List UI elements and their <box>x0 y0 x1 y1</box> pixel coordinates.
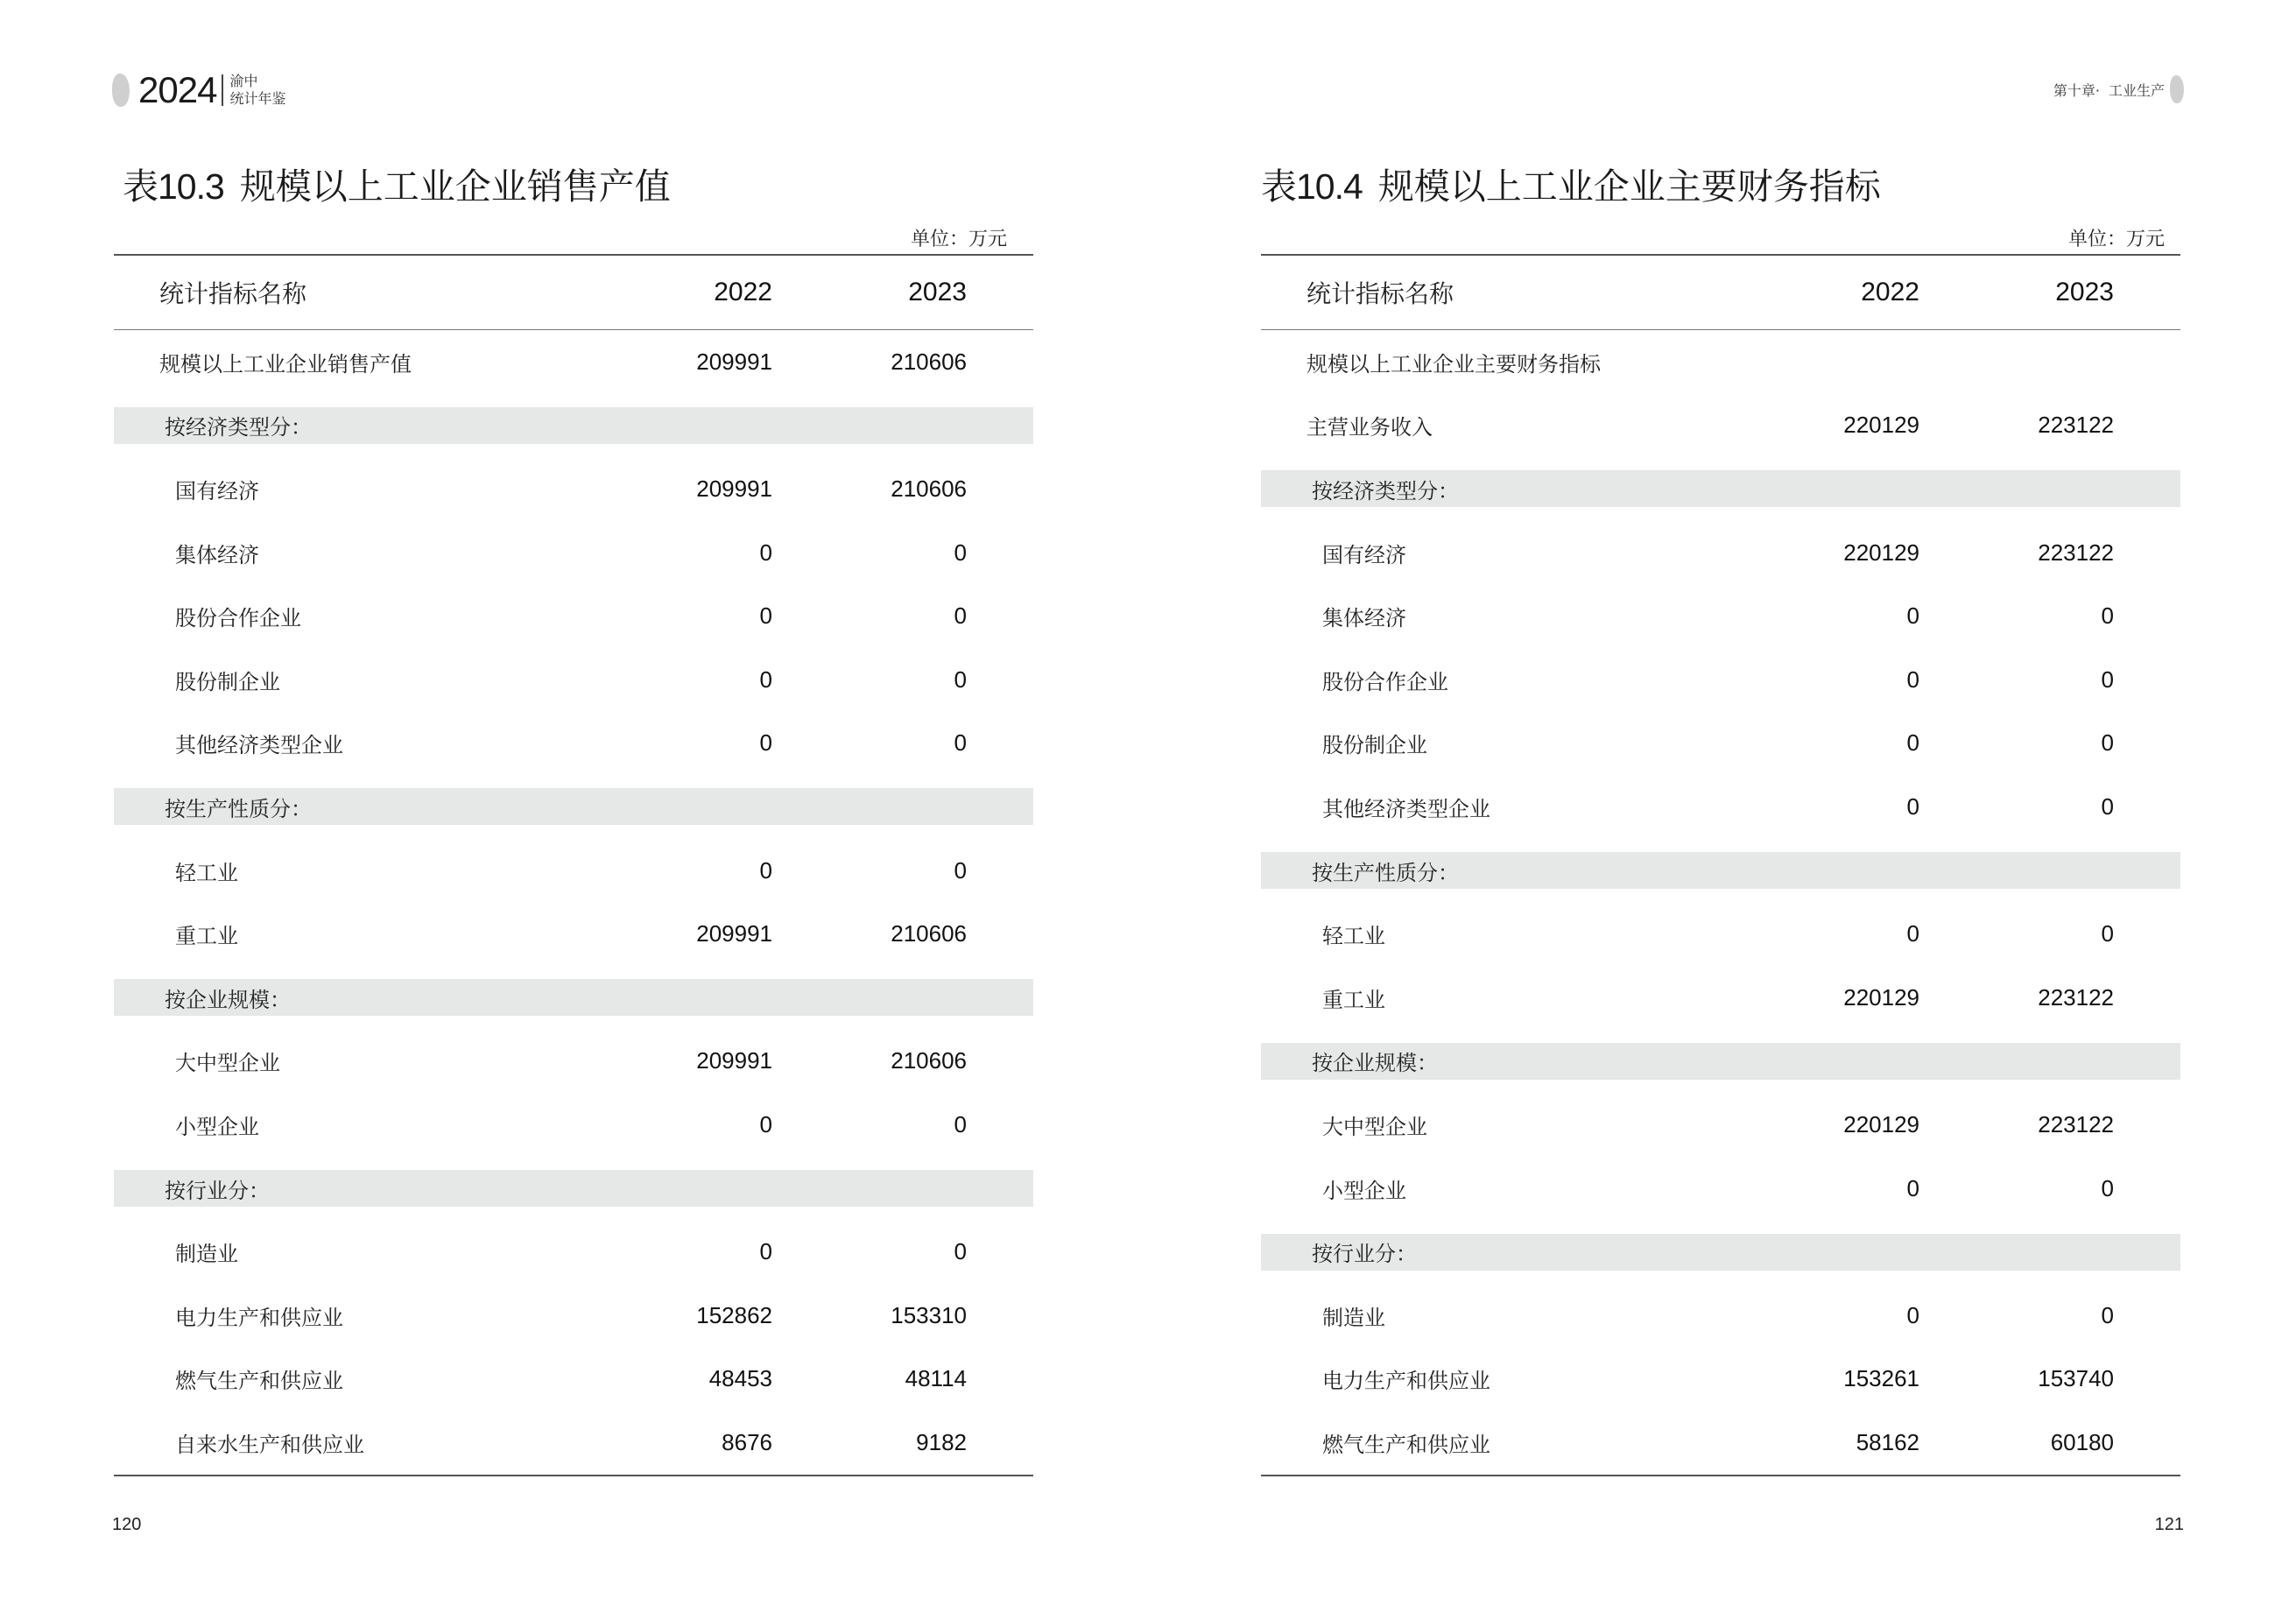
value-2023: 0 <box>954 729 967 757</box>
value-2023: 210606 <box>891 475 967 502</box>
yearbook-title-line1: 渝中 <box>229 73 258 89</box>
section-label: 按经济类型分： <box>165 415 312 440</box>
value-2022: 0 <box>759 856 772 884</box>
value-2023: 0 <box>954 1238 967 1265</box>
value-2022: 220129 <box>1843 1110 1919 1138</box>
indicator-label: 规模以上工业企业销售产值 <box>159 351 412 377</box>
value-2023: 0 <box>954 539 967 566</box>
table-bottom-rule <box>114 1475 1033 1476</box>
table-section-row <box>114 394 1033 458</box>
value-2022: 0 <box>1906 666 1919 693</box>
value-2023: 0 <box>954 666 967 693</box>
table-row <box>114 1220 1033 1284</box>
value-2023: 60180 <box>2050 1428 2114 1455</box>
table-row <box>1261 330 2180 394</box>
chapter-number: 第十章· <box>2053 81 2100 99</box>
value-2022: 0 <box>1906 729 1919 757</box>
left-unit-label: 单位：万元 <box>911 229 1008 250</box>
section-label: 按行业分： <box>1312 1242 1417 1267</box>
value-2022: 0 <box>759 666 772 693</box>
section-label: 按企业规模： <box>165 987 291 1012</box>
value-2022: 48453 <box>708 1365 772 1392</box>
value-2022: 209991 <box>696 920 772 947</box>
indicator-label: 主营业务收入 <box>1306 415 1433 440</box>
section-label: 按行业分： <box>165 1178 270 1203</box>
value-2023: 9182 <box>916 1428 967 1455</box>
right-table-title <box>1261 158 1881 209</box>
left-table-title <box>123 158 671 209</box>
value-2022: 220129 <box>1843 983 1919 1011</box>
indicator-label: 制造业 <box>175 1242 238 1267</box>
table-row <box>1261 1093 2180 1157</box>
value-2023: 210606 <box>891 348 967 375</box>
value-2022: 153261 <box>1843 1365 1919 1392</box>
table-row <box>1261 1411 2180 1475</box>
indicator-label: 燃气生产和供应业 <box>1322 1432 1490 1457</box>
value-2023: 0 <box>954 602 967 630</box>
indicator-label: 规模以上工业企业主要财务指标 <box>1306 351 1601 377</box>
indicator-label: 其他经济类型企业 <box>1322 796 1490 821</box>
table-section-row <box>1261 839 2180 903</box>
column-header-2023: 2023 <box>908 278 967 306</box>
value-2022: 0 <box>1906 920 1919 947</box>
column-header-2022: 2022 <box>714 278 772 306</box>
value-2022: 0 <box>759 539 772 566</box>
value-2023: 0 <box>2101 602 2114 630</box>
column-header-2023: 2023 <box>2055 278 2114 306</box>
indicator-label: 其他经济类型企业 <box>175 733 343 758</box>
value-2022: 220129 <box>1843 412 1919 439</box>
value-2023: 0 <box>2101 920 2114 947</box>
value-2023: 223122 <box>2038 539 2114 566</box>
table-row <box>1261 521 2180 585</box>
left-table-name: 规模以上工业企业销售产值 <box>239 166 671 208</box>
value-2022: 58162 <box>1856 1428 1919 1455</box>
left-page-number: 120 <box>112 1515 142 1534</box>
table-row <box>114 1284 1033 1348</box>
value-2023: 48114 <box>905 1365 967 1392</box>
table-row <box>1261 584 2180 648</box>
value-2022: 0 <box>759 1238 772 1265</box>
value-2023: 0 <box>2101 666 2114 693</box>
table-row <box>1261 1284 2180 1348</box>
value-2022: 0 <box>759 602 772 630</box>
value-2022: 0 <box>759 729 772 757</box>
indicator-label: 国有经济 <box>1322 542 1406 567</box>
section-label: 按生产性质分： <box>165 796 312 821</box>
header-divider <box>222 74 223 106</box>
table-section-row <box>1261 1220 2180 1284</box>
section-label: 按生产性质分： <box>1312 860 1459 885</box>
value-2023: 223122 <box>2038 983 2114 1011</box>
table-row <box>114 1348 1033 1412</box>
value-2022: 0 <box>1906 602 1919 630</box>
table-row <box>1261 966 2180 1030</box>
indicator-label: 小型企业 <box>175 1114 259 1139</box>
indicator-label: 重工业 <box>1322 987 1385 1012</box>
table-row <box>1261 902 2180 966</box>
table-section-row <box>114 775 1033 839</box>
value-2023: 0 <box>2101 792 2114 820</box>
table-row <box>114 457 1033 521</box>
indicator-label: 集体经济 <box>1322 606 1406 631</box>
value-2023: 0 <box>954 1110 967 1138</box>
table-row <box>114 1411 1033 1475</box>
table-row <box>114 1093 1033 1157</box>
right-table-name: 规模以上工业企业主要财务指标 <box>1377 166 1881 208</box>
table-row <box>1261 1157 2180 1221</box>
value-2023: 223122 <box>2038 412 2114 439</box>
indicator-label: 轻工业 <box>175 860 238 885</box>
indicator-label: 燃气生产和供应业 <box>175 1369 343 1394</box>
indicator-label: 电力生产和供应业 <box>1322 1369 1490 1394</box>
table-row <box>114 330 1033 394</box>
value-2022: 0 <box>759 1110 772 1138</box>
table-row <box>114 584 1033 648</box>
table-header-row <box>1261 256 2180 329</box>
indicator-label: 集体经济 <box>175 542 259 567</box>
indicator-label: 自来水生产和供应业 <box>175 1432 364 1457</box>
value-2023: 0 <box>2101 1301 2114 1328</box>
value-2023: 210606 <box>891 1047 967 1074</box>
chapter-logo-icon <box>2170 75 2184 103</box>
value-2022: 220129 <box>1843 539 1919 566</box>
value-2022: 209991 <box>696 348 772 375</box>
indicator-label: 大中型企业 <box>1322 1114 1427 1139</box>
table-header-row <box>114 256 1033 329</box>
table-row <box>114 521 1033 585</box>
value-2022: 209991 <box>696 475 772 502</box>
table-section-row <box>1261 457 2180 521</box>
table-bottom-rule <box>1261 1475 2180 1476</box>
value-2023: 0 <box>954 856 967 884</box>
right-page-number: 121 <box>2154 1515 2184 1534</box>
indicator-label: 重工业 <box>175 924 238 949</box>
yearbook-year: 2024 <box>138 69 217 110</box>
yearbook-logo-icon <box>112 74 130 107</box>
value-2023: 210606 <box>891 920 967 947</box>
indicator-label: 小型企业 <box>1322 1178 1406 1203</box>
value-2023: 223122 <box>2038 1110 2114 1138</box>
right-data-table <box>1261 254 2180 1476</box>
value-2023: 0 <box>2101 1174 2114 1201</box>
left-table-number: 表10.3 <box>123 166 224 207</box>
table-row <box>114 648 1033 712</box>
value-2022: 8676 <box>722 1428 772 1455</box>
table-section-row <box>1261 1030 2180 1094</box>
table-row <box>1261 648 2180 712</box>
column-header-indicator: 统计指标名称 <box>159 279 307 308</box>
table-row <box>114 712 1033 776</box>
value-2023: 153310 <box>891 1301 967 1328</box>
value-2023: 0 <box>2101 729 2114 757</box>
right-table-number: 表10.4 <box>1261 166 1363 207</box>
value-2022: 0 <box>1906 792 1919 820</box>
yearbook-title-line2: 统计年鉴 <box>229 90 286 107</box>
value-2022: 209991 <box>696 1047 772 1074</box>
left-data-table <box>114 254 1033 1476</box>
right-unit-label: 单位：万元 <box>2068 229 2166 250</box>
indicator-label: 电力生产和供应业 <box>175 1305 343 1330</box>
section-label: 按经济类型分： <box>1312 478 1459 504</box>
yearbook-title <box>229 73 285 108</box>
yearbook-header <box>112 68 285 112</box>
indicator-label: 股份合作企业 <box>1322 669 1448 694</box>
table-row <box>1261 394 2180 458</box>
value-2022: 152862 <box>696 1301 772 1328</box>
column-header-2022: 2022 <box>1861 278 1919 306</box>
table-row <box>1261 1348 2180 1412</box>
chapter-header <box>2053 75 2184 103</box>
value-2022: 0 <box>1906 1174 1919 1201</box>
table-row <box>1261 712 2180 776</box>
indicator-label: 股份制企业 <box>1322 733 1427 758</box>
indicator-label: 国有经济 <box>175 478 259 504</box>
indicator-label: 轻工业 <box>1322 924 1385 949</box>
column-header-indicator: 统计指标名称 <box>1306 279 1454 308</box>
indicator-label: 大中型企业 <box>175 1051 280 1076</box>
indicator-label: 制造业 <box>1322 1305 1385 1330</box>
value-2022: 0 <box>1906 1301 1919 1328</box>
indicator-label: 股份合作企业 <box>175 606 301 631</box>
table-section-row <box>114 1157 1033 1221</box>
table-row <box>114 1030 1033 1094</box>
section-label: 按企业规模： <box>1312 1051 1438 1076</box>
indicator-label: 股份制企业 <box>175 669 280 694</box>
table-row <box>1261 775 2180 839</box>
table-section-row <box>114 966 1033 1030</box>
value-2023: 153740 <box>2038 1365 2114 1392</box>
table-row <box>114 839 1033 903</box>
chapter-title: 工业生产 <box>2108 81 2165 99</box>
table-row <box>114 902 1033 966</box>
